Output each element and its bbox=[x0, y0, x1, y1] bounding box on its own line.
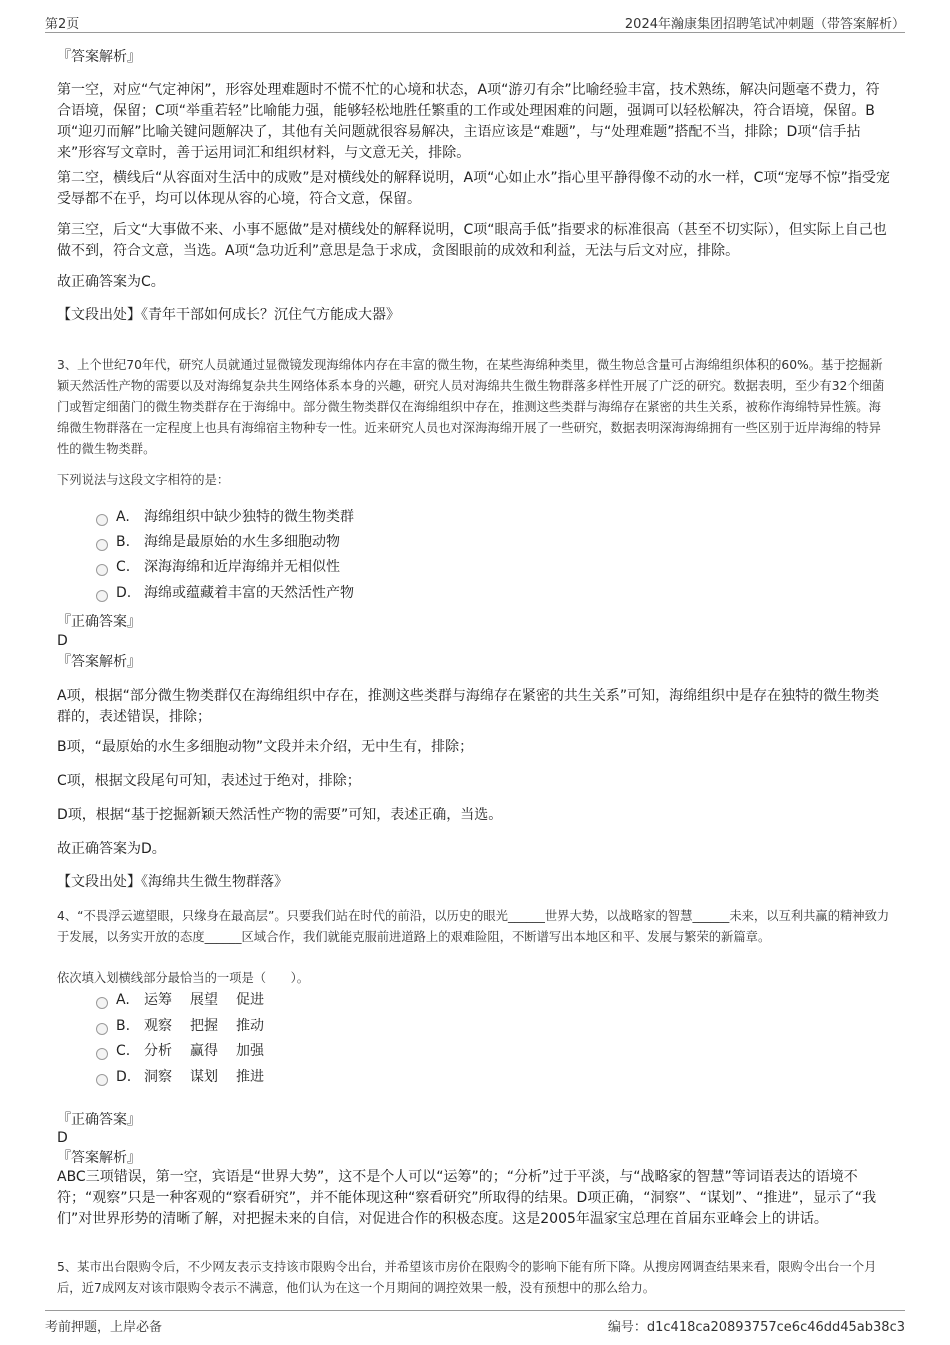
q4-option-d[interactable]: D. 洞察 谋划 推进 bbox=[96, 1065, 282, 1089]
radio-button[interactable] bbox=[96, 1048, 108, 1060]
page-number: 第2页 bbox=[45, 17, 80, 32]
q2-analysis-para2: 第二空，横线后“从容面对生活中的成败”是对横线处的解释说明，A项“心如止水”指心里平静得像不动的水一样，C项“宠辱不惊”指受宠受辱都不在乎，均可以体现从容的心境，符合文意，保留。 bbox=[57, 170, 890, 207]
q2-analysis-para3: 第三空，后文“大事做不来、小事不愿做”是对横线处的解释说明，C项“眼高手低”指要求的标准很高（甚至不切实际），但实际上自己也做不到，符合文意，当选。A项“急功近利”意思是急于求成，贪图眼前的成效和利益，无法与后文对应，排除。 bbox=[57, 222, 887, 259]
q2-conclusion: 故正确答案为C。 bbox=[57, 274, 165, 290]
q3-option-c[interactable]: C. 深海海绵和近岸海绵并无相似性 bbox=[96, 555, 340, 579]
q4-option-b[interactable]: B. 观察 把握 推动 bbox=[96, 1014, 282, 1038]
q3-analysis-c: C项，根据文段尾句可知，表述过于绝对，排除； bbox=[57, 773, 361, 789]
q4-option-c[interactable]: C. 分析 赢得 加强 bbox=[96, 1039, 282, 1063]
radio-button[interactable] bbox=[96, 564, 108, 576]
radio-button[interactable] bbox=[96, 514, 108, 526]
radio-button[interactable] bbox=[96, 539, 108, 551]
q4-prompt: 依次填入划横线部分最恰当的一项是（ ）。 bbox=[57, 971, 310, 985]
q3-source: 【文段出处】《海绵共生微生物群落》 bbox=[57, 874, 288, 890]
q4-stem: 4、“不畏浮云遮望眼，只缘身在最高层”。只要我们站在时代的前沿，以历史的眼光______世界大势，以战略家的智慧______未来，以互利共赢的精神致力于发展，以务实开放的态度______区域合作，我们就能克服前进道路上的艰难险阻，不断谱写出本地区和平、发展与繁荣的新篇章。 bbox=[57, 909, 890, 944]
q3-analysis-a: A项，根据“部分微生物类群仅在海绵组织中存在，推测这些类群与海绵存在紧密的共生关系”可知，海绵组织中是存在独特的微生物类群的，表述错误，排除； bbox=[57, 688, 880, 725]
q3-prompt: 下列说法与这段文字相符的是： bbox=[57, 473, 230, 487]
blank-1: ______ bbox=[507, 909, 545, 923]
q4-correct-value: D bbox=[57, 1130, 68, 1146]
q3-analysis-label: 『答案解析』 bbox=[57, 654, 141, 670]
q3-correct-value: D bbox=[57, 633, 68, 649]
q3-correct-label: 『正确答案』 bbox=[57, 614, 141, 630]
q3-analysis-d: D项，根据“基于挖掘新颖天然活性产物的需要”可知，表述正确，当选。 bbox=[57, 807, 503, 823]
q4-option-a[interactable]: A. 运筹 展望 促进 bbox=[96, 988, 282, 1012]
blank-3: ______ bbox=[204, 930, 242, 944]
q3-analysis-b: B项，“最原始的水生多细胞动物”文段并未介绍，无中生有，排除； bbox=[57, 739, 474, 755]
document-code: 编号：d1c418ca20893757ce6c46dd45ab38c3 bbox=[607, 1320, 905, 1335]
document-title: 2024年瀚康集团招聘笔试冲刺题（带答案解析） bbox=[624, 17, 905, 32]
footer-slogan: 考前押题，上岸必备 bbox=[45, 1320, 163, 1335]
q5-stem: 5、某市出台限购令后，不少网友表示支持该市限购令出台，并希望该市房价在限购令的影响下能有所下降。从搜房网调查结果来看，限购令出台一个月后，近7成网友对该市限购令表示不满意，他们认为在这一个月期间的调控效果一般，没有预想中的那么给力。 bbox=[57, 1260, 877, 1295]
page-header bbox=[45, 10, 905, 33]
q3-conclusion: 故正确答案为D。 bbox=[57, 841, 166, 857]
q3-stem: 3、上个世纪70年代，研究人员就通过显微镜发现海绵体内存在丰富的微生物，在某些海绵种类里，微生物总含量可占海绵组织体积的60%。基于挖掘新颖天然活性产物的需要以及对海绵复杂共生网络体系本身的兴趣，研究人员对海绵共生微生物群落多样性开展了广泛的研究。数据表明，至少有32个细菌门或暂定细菌门的微生物类群存在于海绵中。部分微生物类群仅在海绵组织中存在，推测这些类群与海绵存在紧密的共生关系，被称作海绵特异性簇。海绵微生物群落在一定程度上也具有海绵宿主物种专一性。近来研究人员也对深海海绵开展了一些研究，数据表明深海海绵拥有一些区别于近岸海绵的特异性的微生物类群。 bbox=[57, 358, 885, 456]
q2-analysis-para1: 第一空，对应“气定神闲”，形容处理难题时不慌不忙的心境和状态，A项“游刃有余”比喻经验丰富，技术熟练，解决问题毫不费力，符合语境，保留；C项“举重若轻”比喻能力强，能够轻松地胜任繁重的工作或处理困难的问题，强调可以轻松解决，符合语境，保留。B项“迎刃而解”比喻关键问题解决了，其他有关问题就很容易解决，主语应该是“难题”，与“处理难题”搭配不当，排除；D项“信手拈来”形容写文章时，善于运用词汇和组织材料，与文意无关，排除。 bbox=[57, 82, 880, 161]
q3-option-b[interactable]: B. 海绵是最原始的水生多细胞动物 bbox=[96, 530, 340, 554]
q4-analysis: ABC三项错误，第一空，宾语是“世界大势”，这不是个人可以“运筹”的；“分析”过于平淡，与“战略家的智慧”等词语表达的语境不符；“观察”只是一种客观的“察看研究”，并不能体现这种“察看研究”所取得的结果。D项正确，“洞察”、“谋划”、“推进”，显示了“我们”对世界形势的清晰了解，对把握未来的自信，对促进合作的积极态度。这是2005年温家宝总理在首届东亚峰会上的讲话。 bbox=[57, 1169, 877, 1227]
q4-correct-label: 『正确答案』 bbox=[57, 1112, 141, 1128]
q4-analysis-label: 『答案解析』 bbox=[57, 1150, 141, 1166]
radio-button[interactable] bbox=[96, 590, 108, 602]
blank-2: ______ bbox=[692, 909, 730, 923]
q3-option-d[interactable]: D. 海绵或蕴藏着丰富的天然活性产物 bbox=[96, 581, 354, 605]
q3-option-a[interactable]: A. 海绵组织中缺少独特的微生物类群 bbox=[96, 505, 354, 529]
radio-button[interactable] bbox=[96, 997, 108, 1009]
q2-analysis-label: 『答案解析』 bbox=[57, 49, 141, 65]
radio-button[interactable] bbox=[96, 1023, 108, 1035]
q2-source: 【文段出处】《青年干部如何成长？沉住气方能成大器》 bbox=[57, 307, 400, 323]
radio-button[interactable] bbox=[96, 1074, 108, 1086]
page-footer bbox=[45, 1310, 905, 1335]
